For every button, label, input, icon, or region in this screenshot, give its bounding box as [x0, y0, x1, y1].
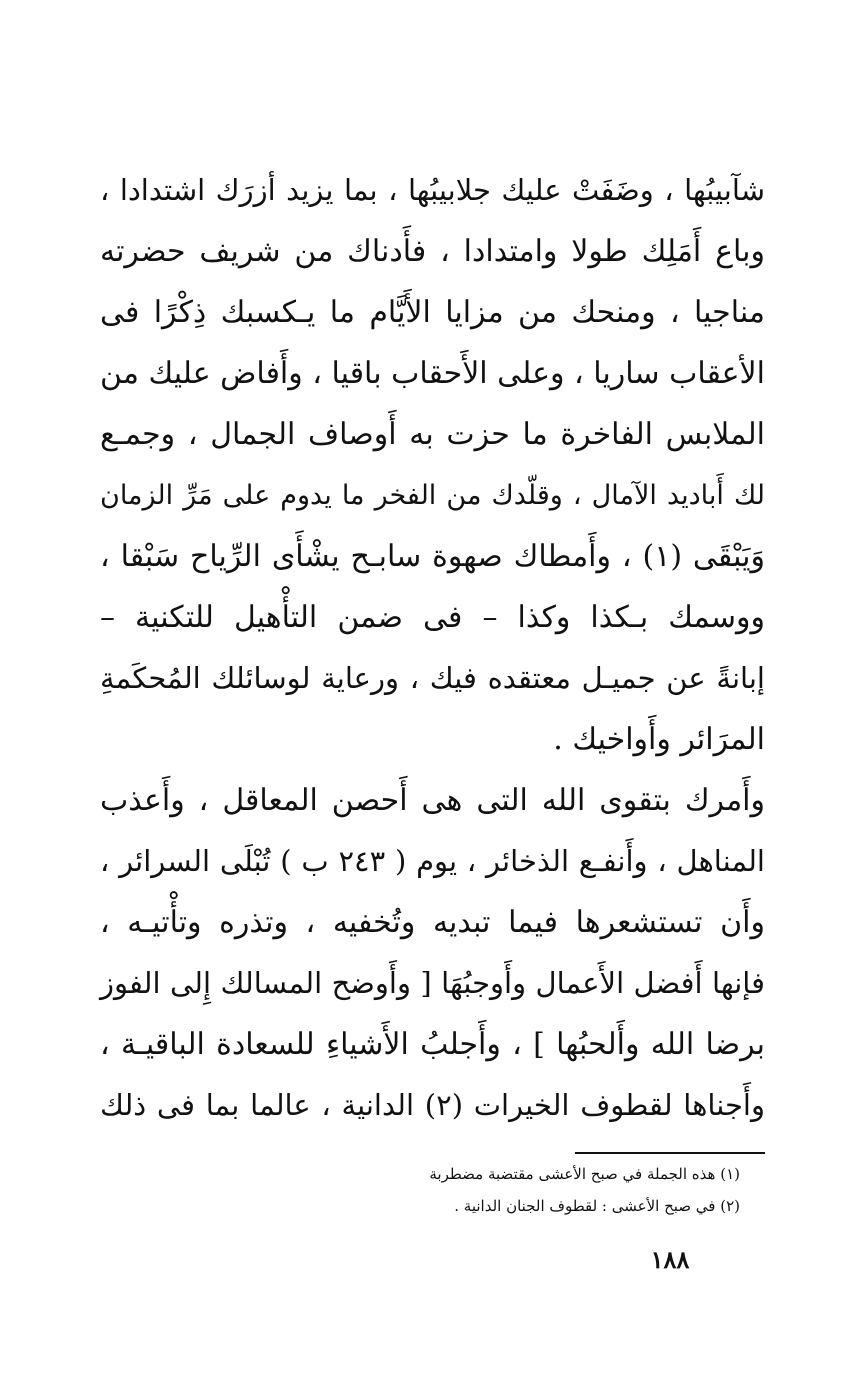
main-text-block	[100, 160, 765, 1136]
text-line: وأَجناها لقطوف الخيرات (٢) الدانية ، عالما بما فى ذلك	[100, 1088, 765, 1122]
text-line: وأَن تستشعرها فيما تبديه وتُخفيه ، وتذره وتأْتيـه ،	[100, 905, 765, 940]
text-line: المرَائر وأَواخيك .	[553, 722, 765, 757]
text-line: الملابس الفاخرة ما حزت به أَوصاف الجمال ، وجمـع	[100, 417, 765, 452]
text-line: لك أَباديد الآمال ، وقلّدك من الفخر ما يدوم على مَرِّ الزمان	[100, 480, 765, 511]
footnote-1: (١) هذه الجملة في صبح الأعشى مقتضبة مضطربة	[429, 1165, 740, 1183]
text-line: برضا الله وأَلحبُها ] ، وأَجلبُ الأَشياءِ للسعادة الباقيـة ،	[100, 1027, 765, 1062]
footnote-2: (٢) في صبح الأعشى : لقطوف الجنان الدانية .	[454, 1197, 740, 1215]
text-line: إبانةً عن جميـل معتقده فيك ، ورعاية لوسائلك المُحكَمةِ	[100, 661, 765, 695]
text-line: ووسمك بـكذا وكذا – فى ضمن التأْهيل للتكنية –	[100, 600, 765, 635]
text-line: وَيَبْقَى (١) ، وأَمطاك صهوة سابـح يشْأَى الرِّياح سَبْقا ،	[100, 539, 766, 574]
footnote-divider	[575, 1152, 765, 1154]
text-line: شآبيبُها ، وضَفَتْ عليك جلابيبُها ، بما يزيد أزرَك اشتدادا ،	[100, 173, 765, 207]
footnotes-block	[380, 1158, 740, 1222]
page-number: ١٨٨	[650, 1245, 690, 1274]
text-line: وأَمرك بتقوى الله التى هى أَحصن المعاقل ، وأَعذب	[100, 783, 765, 818]
text-line: الأعقاب ساريا ، وعلى الأَحقاب باقيا ، وأَفاض عليك من	[100, 356, 765, 391]
text-line: المناهل ، وأَنفـع الذخائر ، يوم ( ٢٤٣ ب ) تُبْلَى السرائر ،	[100, 844, 765, 878]
text-line: فإنها أَفضل الأَعمال وأَوجبُهَا [ وأَوضح المسالك إِلى الفوز	[100, 966, 765, 1000]
text-line: وباع أَمَلِك طولا وامتدادا ، فأَدناك من شريف حضرته	[100, 234, 765, 269]
text-line: مناجيا ، ومنحك من مزايا الأَيَّام ما يـكسبك ذِكْرًا فى	[100, 295, 765, 330]
